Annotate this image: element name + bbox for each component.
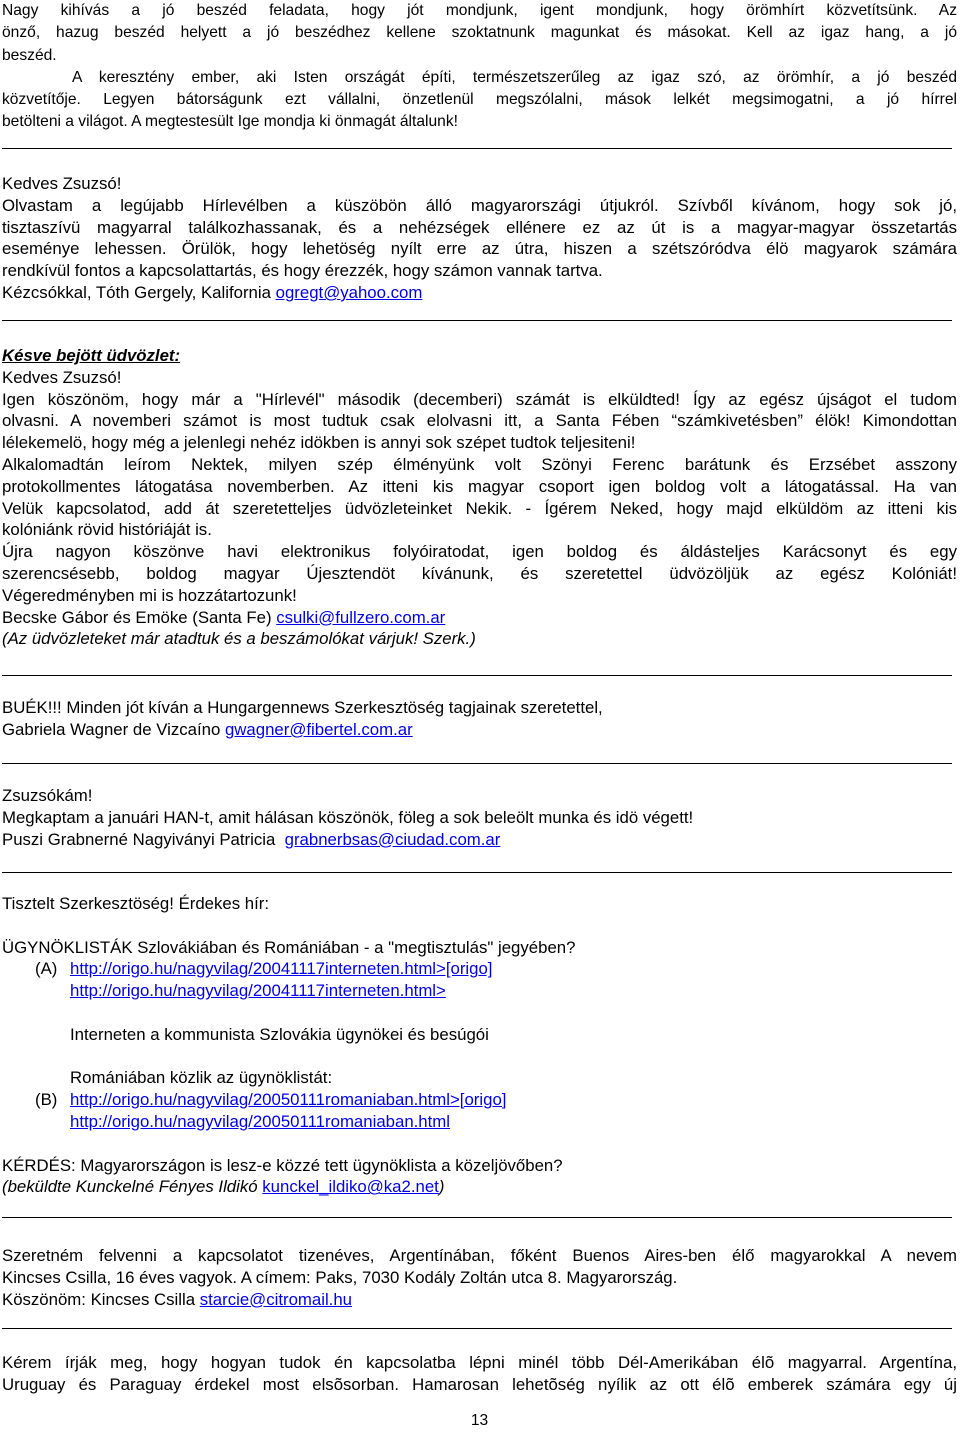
text-line: eseménye lehessen. Örülök, hogy lehetöség nyílt erre az útra, hiszen a szétszóródva élö magyarok számára (2, 239, 957, 259)
email-link[interactable]: kunckel_ildiko@ka2.net (262, 1177, 439, 1197)
letter-kapcsolat (2, 1352, 957, 1396)
letter-toth-gergely (2, 173, 957, 304)
link-description: Romániában közlik az ügynöklistát: (70, 1068, 333, 1088)
link-row-a2 (2, 980, 957, 1002)
separator-line (2, 148, 952, 149)
news-title: ÜGYNÖKLISTÁK Szlovákiában és Romániában - a "megtisztulás" jegyében? (2, 937, 576, 957)
item-tag-a: (A) (35, 959, 58, 979)
item-tag-b: (B) (35, 1090, 58, 1110)
text-line: Velük kapcsolatod, add át szeretetteljes üdvözleteinket Nekik. - Ígérem Neked, hogy majd elküldöm az itteni kis (2, 498, 957, 518)
section-heading: Késve bejött üdvözlet: (2, 346, 181, 365)
origo-link[interactable]: http://origo.hu/nagyvilag/20050111romaniaban.html (70, 1111, 451, 1131)
text-line: betölteni a világot. A megtestesült Ige mondja ki önmagát általunk! (2, 113, 458, 131)
text-line: A keresztény ember, aki Isten országát építi, természetszerűleg az igaz szó, az örömhír, a jó beszéd (72, 68, 957, 86)
letter-greeting: Zsuzsókám! (2, 786, 93, 805)
text-line: szerencsésebb, boldog magyar Újesztendöt kívánunk, és szeretettel üdvözöljük az egész Kolóniát! (2, 563, 957, 583)
separator-line (2, 763, 952, 764)
intro-paragraph (2, 0, 957, 134)
text-line: lélekemelö, hogy még a jelenlegi nehéz idökben is annyi sok szépet tudtok teljesiteni! (2, 433, 636, 453)
email-link[interactable]: ogregt@yahoo.com (275, 282, 423, 302)
origo-link[interactable]: http://origo.hu/nagyvilag/20041117interneten.html> (70, 981, 446, 1001)
text-line: protokollmentes látogatása novemberben. Az itteni kis magyar csoport igen boldog volt a látogatással. Ha van (2, 476, 957, 496)
text-line: Olvastam a legújabb Hírlevélben a küszöbön álló magyarországi útjukról. Szívből kívánom, hogy sok jó, (2, 195, 957, 215)
text-line: Uruguay és Paraguay érdekel most elsõsorban. Hamarosan lehetõség nyílik az ott élõ emberek számára egy új (2, 1374, 957, 1394)
letter-greeting: Kedves Zsuzsó! (2, 174, 122, 193)
link-row-a1 (2, 958, 957, 980)
letter-kincses (2, 1245, 957, 1310)
letter-greeting: Kedves Zsuzsó! (2, 367, 122, 387)
text-line: beszéd. (2, 46, 57, 64)
letter-signature (2, 829, 957, 851)
text-line: olvasni. A novemberi számot is most tudtuk csak elolvasni itt, a Santa Fében “számkivetésben” élök! Kimondottan (2, 411, 957, 431)
text-line: Megkaptam a januári HAN-t, amit hálásan köszönök, föleg a sok beleölt munka és idö végett! (2, 807, 694, 827)
letter-signature (2, 282, 957, 304)
letter-signature (2, 719, 957, 741)
email-link[interactable]: gwagner@fibertel.com.ar (224, 719, 413, 739)
signature-text: Becske Gábor és Emöke (Santa Fe) (2, 607, 277, 627)
signature-text: (beküldte Kunckelné Fényes Ildikó (2, 1177, 263, 1197)
text-line: Végeredményben mi is hozzátartozunk! (2, 585, 297, 605)
letter-grabnerne (2, 785, 957, 850)
text-line: BUÉK!!! Minden jót kíván a Hungargennews Szerkesztöség tagjainak szeretettel, (2, 698, 603, 717)
text-line: rendkívül fontos a kapcsolattartás, és hogy érezzék, hogy számon vannak tartva. (2, 261, 603, 281)
text-line: tisztaszívü magyarral találkozhassanak, és a nehézségek ellénere ez az út is a magyar-magyar összetartás (2, 217, 957, 237)
separator-line (2, 675, 952, 676)
text-line: önző, hazug beszéd helyett a jó beszédhez kellene szoktatnunk magunkat és másokat. Kell az igaz hang, a jó (2, 24, 957, 42)
separator-line (2, 1217, 952, 1218)
origo-link[interactable]: http://origo.hu/nagyvilag/20041117interneten.html>[origo] (70, 959, 493, 979)
page-number: 13 (470, 1412, 489, 1429)
separator-line (2, 320, 952, 321)
signature-text: Köszönöm: Kincses Csilla (2, 1289, 200, 1309)
letter-signature: (beküldte Kunckelné Fényes Ildikó kunckel_ildiko@ka2.net) (2, 1177, 445, 1197)
email-link[interactable]: csulki@fullzero.com.ar (276, 607, 446, 627)
letter-signature (2, 607, 957, 629)
letter-ugynoklista (2, 893, 957, 1198)
link-row-b1 (2, 1089, 957, 1111)
editor-note: (Az üdvözleteket már atadtuk és a beszámolókat várjuk! Szerk.) (2, 629, 476, 649)
letter-becske (2, 345, 957, 650)
text-line: Igen köszönöm, hogy már a "Hírlevél" második (decemberi) számát is elküldted! Így az egész újságot el tudom (2, 389, 957, 409)
letter-signature (2, 1289, 957, 1311)
text-line: Nagy kihívás a jó beszéd feladata, hogy jót mondjunk, igent mondjunk, hogy örömhírt közvetítsünk. Az (2, 2, 957, 19)
origo-link[interactable]: http://origo.hu/nagyvilag/20050111romaniaban.html>[origo] (70, 1090, 507, 1110)
text-line: Szeretném felvenni a kapcsolatot tizenéves, Argentínában, főként Buenos Aires-ben élő magyarokkal A nevem (2, 1246, 957, 1265)
text-line: Alkalomadtán leírom Nektek, milyen szép élményünk volt Szönyi Ferenc barátunk és Erzsébet asszony (2, 454, 957, 474)
email-link[interactable]: starcie@citromail.hu (199, 1289, 352, 1309)
signature-text: Puszi Grabnerné Nagyiványi Patricia (2, 829, 285, 849)
text-line: Kérem írják meg, hogy hogyan tudok én kapcsolatba lépni minél több Dél-Amerikában élõ magyarral. Argentína, (2, 1353, 957, 1372)
question-line: KÉRDÉS: Magyarországon is lesz-e közzé tett ügynöklista a közeljövőben? (2, 1155, 563, 1175)
text-line: Újra nagyon köszönve havi elektronikus folyóiratodat, igen boldog és áldásteljes Karácsonyt és egy (2, 542, 957, 562)
link-description: Interneten a kommunista Szlovákia ügynökei és besúgói (70, 1024, 489, 1044)
separator-line (2, 872, 952, 873)
signature-text: Kézcsókkal, Tóth Gergely, Kalifornia (2, 282, 276, 302)
text-line: Kincses Csilla, 16 éves vagyok. A címem: Paks, 7030 Kodály Zoltán utca 8. Magyarország. (2, 1267, 678, 1287)
email-link[interactable]: grabnerbsas@ciudad.com.ar (284, 829, 501, 849)
separator-line (2, 1328, 952, 1329)
text-line: közvetítője. Legyen bátorságunk ezt vállalni, önzetlenül megszólalni, mások lelkét megsimogatni, a jó hírrel (2, 91, 957, 109)
signature-text: Gabriela Wagner de Vizcaíno (2, 719, 225, 739)
letter-wagner (2, 697, 957, 741)
link-row-b2 (2, 1111, 957, 1133)
text-line: kolóniánk rövid históriáját is. (2, 520, 212, 540)
text-line: Tisztelt Szerkesztöség! Érdekes hír: (2, 894, 270, 913)
